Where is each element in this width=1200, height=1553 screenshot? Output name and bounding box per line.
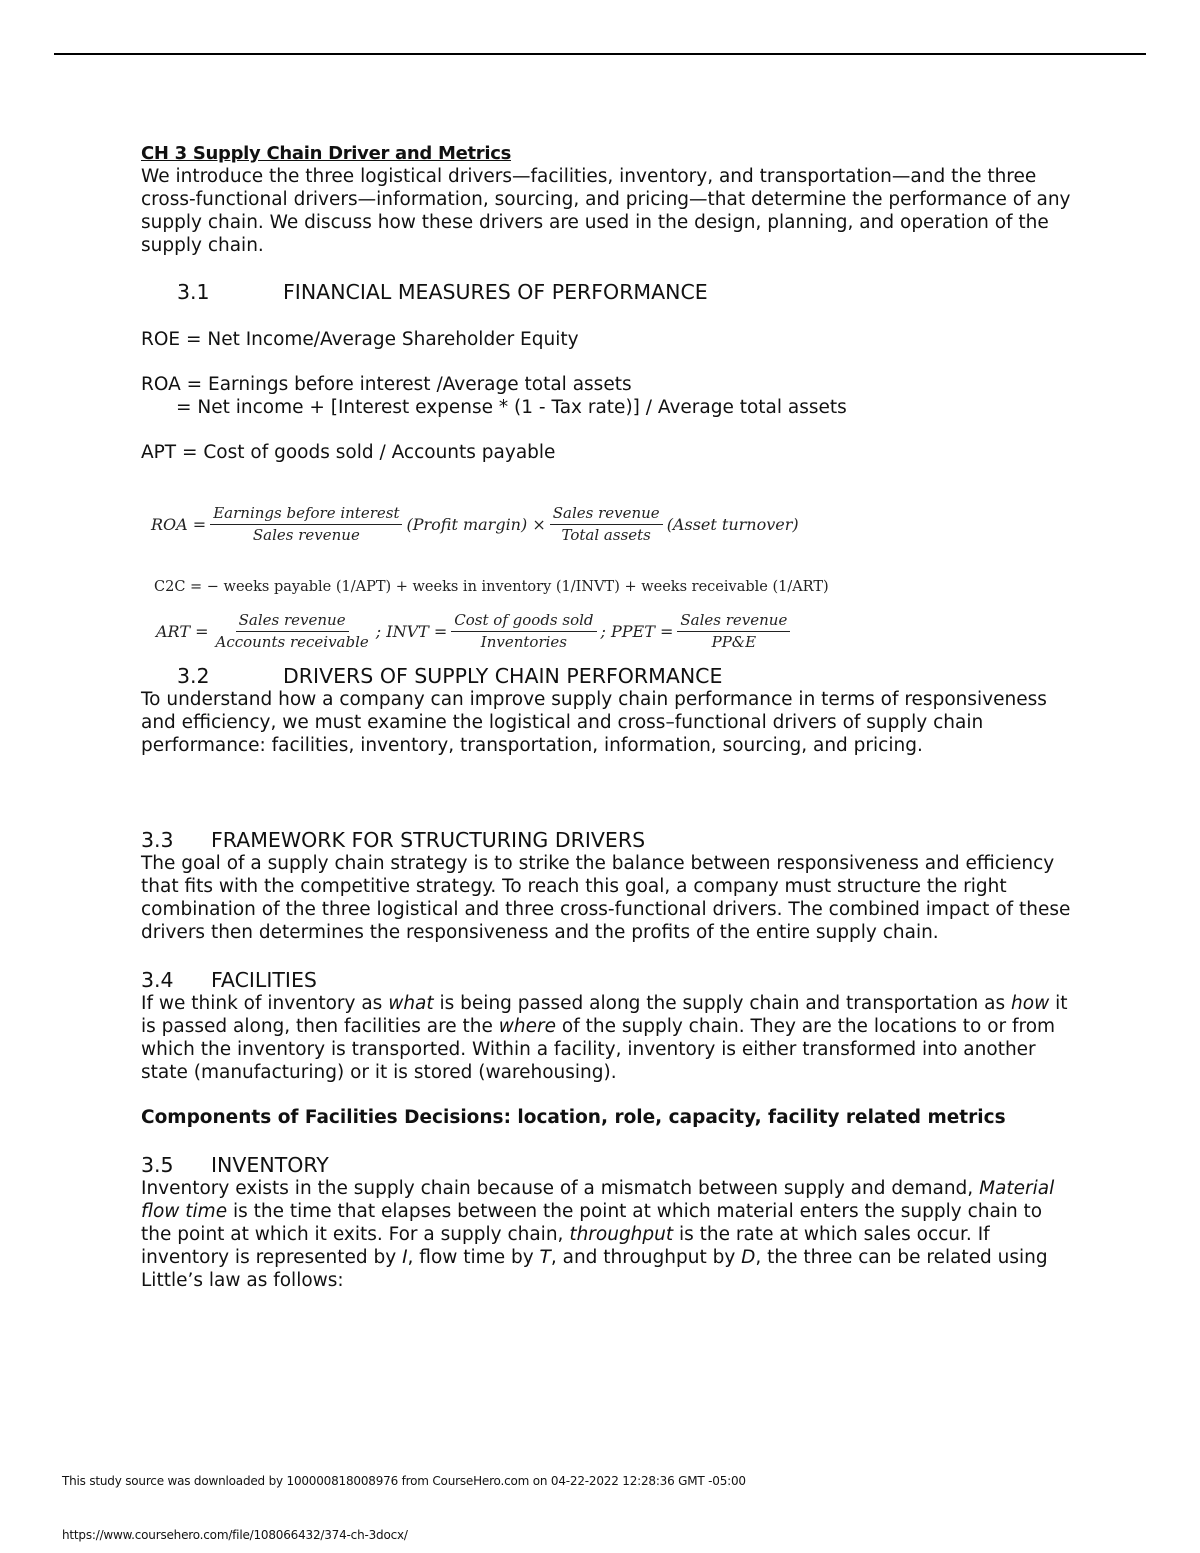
section-3-5-body: Inventory exists in the supply chain because of a mismatch between supply and demand, Material flow time is the time that elapses between the point at which material enters the supply chain to the point at which it exits. For a supply chain, throughput is the rate at which sales occur. If inventory is represented by I, flow time by T, and throughput by D, the three can be related using Little’s law as follows: bbox=[141, 1178, 1055, 1291]
roa-equation bbox=[151, 504, 1071, 545]
c2c-equation: C2C = − weeks payable (1/APT) + weeks in inventory (1/INVT) + weeks receivable (1/ART) bbox=[154, 579, 829, 595]
fraction-invt bbox=[451, 611, 596, 652]
section-3-3-body: The goal of a supply chain strategy is to strike the balance between responsiveness and efficiency that fits with the competitive strategy. To reach this goal, a company must structure the right combination of the three logistical and three cross-functional drivers. The combined impact of these drivers then determines the responsiveness and the profits of the entire supply chain. bbox=[141, 853, 1071, 943]
fraction-ppet bbox=[677, 611, 790, 652]
heading-3-1 bbox=[141, 280, 1071, 304]
heading-title: FACILITIES bbox=[211, 968, 317, 992]
intro-paragraph: We introduce the three logistical drivers—facilities, inventory, and transportation—and the three cross-functional drivers—information, sourcing, and pricing—that determine the performance of any supply chain. We discuss how these drivers are used in the design, planning, and operation of the supply chain. bbox=[141, 166, 1071, 256]
numerator: Sales revenue bbox=[236, 611, 349, 632]
heading-number: 3.5 bbox=[141, 1153, 174, 1177]
heading-title: DRIVERS OF SUPPLY CHAIN PERFORMANCE bbox=[283, 664, 723, 688]
profit-margin-label: (Profit margin) × bbox=[406, 515, 546, 534]
heading-3-4 bbox=[141, 968, 1071, 992]
invt-lhs: ; INVT = bbox=[375, 622, 448, 641]
heading-title: INVENTORY bbox=[211, 1153, 329, 1177]
heading-3-3 bbox=[141, 828, 1071, 852]
fraction-art bbox=[212, 611, 371, 652]
download-notice: This study source was downloaded by 100000818008976 from CourseHero.com on 04-22-2022 12:28:36 GMT -05:00 bbox=[62, 1474, 746, 1488]
roa-formula-line1: ROA = Earnings before interest /Average total assets bbox=[141, 374, 632, 395]
heading-title: FRAMEWORK FOR STRUCTURING DRIVERS bbox=[211, 828, 646, 852]
document-body bbox=[141, 142, 1071, 1292]
denominator: Accounts receivable bbox=[215, 633, 369, 651]
heading-3-5 bbox=[141, 1153, 1071, 1177]
heading-title: FINANCIAL MEASURES OF PERFORMANCE bbox=[283, 280, 708, 304]
roe-formula: ROE = Net Income/Average Shareholder Equity bbox=[141, 329, 579, 350]
roa-lhs: ROA = bbox=[151, 515, 207, 534]
fraction-profit-margin bbox=[210, 504, 402, 545]
heading-number: 3.1 bbox=[177, 280, 210, 304]
facilities-components: Components of Facilities Decisions: location, role, capacity, facility related metrics bbox=[141, 1107, 1006, 1128]
heading-3-2 bbox=[141, 664, 1071, 688]
source-url[interactable]: https://www.coursehero.com/file/108066432/374-ch-3docx/ bbox=[62, 1528, 408, 1542]
denominator: Total assets bbox=[561, 526, 651, 544]
heading-number: 3.4 bbox=[141, 968, 174, 992]
section-3-4-body: If we think of inventory as what is being passed along the supply chain and transportation as how it is passed along, then facilities are the where of the supply chain. They are the locations to or from which the inventory is transported. Within a facility, inventory is either transformed into another state (manufacturing) or it is stored (warehousing). bbox=[141, 993, 1068, 1083]
document-title: CH 3 Supply Chain Driver and Metrics bbox=[141, 143, 512, 164]
denominator: Sales revenue bbox=[252, 526, 360, 544]
fraction-asset-turnover bbox=[550, 504, 663, 545]
numerator: Cost of goods sold bbox=[451, 611, 596, 632]
denominator: Inventories bbox=[480, 633, 567, 651]
roa-formula-line2: = Net income + [Interest expense * (1 - Tax rate)] / Average total assets bbox=[176, 397, 847, 418]
apt-formula: APT = Cost of goods sold / Accounts payable bbox=[141, 442, 556, 463]
numerator: Sales revenue bbox=[677, 611, 790, 632]
turnover-ratios-equation bbox=[156, 611, 1071, 652]
numerator: Earnings before interest bbox=[210, 504, 402, 525]
denominator: PP&E bbox=[711, 633, 757, 651]
asset-turnover-label: (Asset turnover) bbox=[666, 515, 799, 534]
numerator: Sales revenue bbox=[550, 504, 663, 525]
heading-number: 3.2 bbox=[177, 664, 210, 688]
heading-number: 3.3 bbox=[141, 828, 174, 852]
art-lhs: ART = bbox=[156, 622, 209, 641]
section-3-2-body: To understand how a company can improve supply chain performance in terms of responsiveness and efficiency, we must examine the logistical and cross–functional drivers of supply chain performance: facilities, inventory, transportation, information, sourcing, and pricing. bbox=[141, 689, 1047, 756]
top-rule bbox=[54, 53, 1146, 55]
ppet-lhs: ; PPET = bbox=[600, 622, 674, 641]
